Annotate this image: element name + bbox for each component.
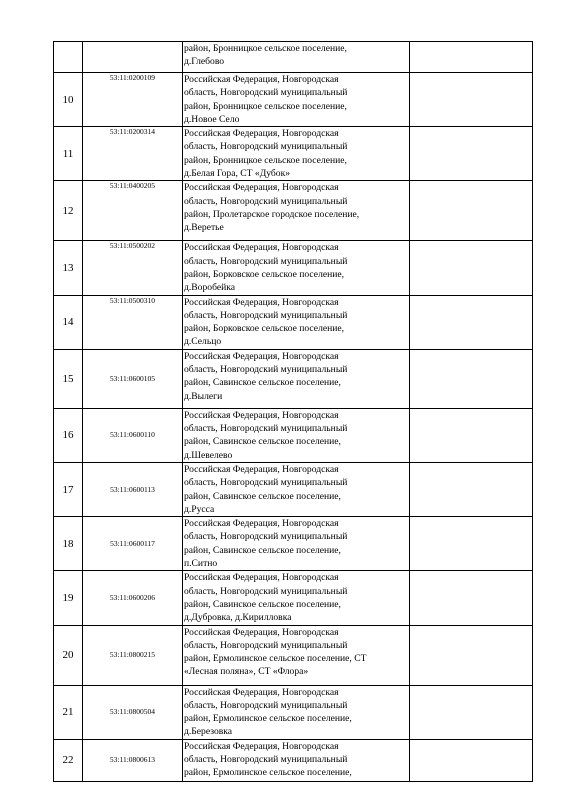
address-line: область, Новгородский муниципальный (184, 255, 348, 267)
empty-cell (410, 739, 533, 781)
address-line: д.Сельцо (184, 336, 222, 348)
table-row (54, 349, 533, 408)
empty-cell (410, 408, 533, 462)
address-line: Российская Федерация, Новгородская (184, 686, 339, 698)
address-line: «Лесная поляна», СТ «Флора» (184, 666, 309, 678)
row-number: 11 (54, 127, 83, 181)
address-line: область, Новгородский муниципальный (184, 753, 348, 765)
address-line: Российская Федерация, Новгородская (184, 740, 339, 752)
table-row (54, 462, 533, 516)
address-line: п.Ситно (184, 558, 218, 570)
address (183, 739, 410, 781)
empty-cell (410, 517, 533, 571)
empty-cell (410, 571, 533, 625)
address-line: область, Новгородский муниципальный (184, 477, 348, 489)
cadastral-number: 53:11:0400205 (83, 181, 183, 241)
cadastral-number: 53:11:0600113 (83, 462, 183, 516)
address-line: д.Дубровка, д.Кирилловка (184, 612, 292, 624)
address-line: Российская Федерация, Новгородская (184, 518, 339, 530)
table-row (54, 295, 533, 349)
address-line: д.Березовка (184, 726, 233, 738)
table-row (54, 685, 533, 739)
empty-cell (410, 685, 533, 739)
empty-cell (410, 73, 533, 127)
address-line: район, Ермолинское сельское поселение, (184, 767, 352, 779)
table-row (54, 571, 533, 625)
address-line: область, Новгородский муниципальный (184, 699, 348, 711)
cadastral-number: 53:11:0600105 (83, 349, 183, 408)
table-row (54, 517, 533, 571)
row-number: 12 (54, 181, 83, 241)
empty-cell (410, 625, 533, 685)
address (183, 685, 410, 739)
address-line: район, Савинское сельское поселение, (184, 377, 341, 389)
table-row (54, 739, 533, 781)
address-line: Российская Федерация, Новгородская (184, 409, 339, 421)
address-line: область, Новгородский муниципальный (184, 87, 348, 99)
address (183, 517, 410, 571)
address-line: Российская Федерация, Новгородская (184, 572, 339, 584)
cadastral-number: 53:11:0500310 (83, 295, 183, 349)
address-line: д.Шевелево (184, 449, 233, 461)
address-line: д.Веретье (184, 222, 224, 234)
address (183, 127, 410, 181)
row-number: 13 (54, 241, 83, 295)
empty-cell (410, 181, 533, 241)
cadastral-number: 53:11:0600206 (83, 571, 183, 625)
table-row (54, 625, 533, 685)
address-line: Российская Федерация, Новгородская (184, 74, 339, 85)
table-row (54, 127, 533, 181)
cadastral-number: 53:11:0200109 (83, 73, 183, 127)
empty-cell (410, 127, 533, 181)
address-line: область, Новгородский муниципальный (184, 141, 348, 153)
address (183, 181, 410, 241)
cadastral-number: 53:11:0800613 (83, 739, 183, 781)
empty-cell (410, 241, 533, 295)
address-line: область, Новгородский муниципальный (184, 639, 348, 651)
row-number: 14 (54, 295, 83, 349)
row-number: 15 (54, 349, 83, 408)
row-number (54, 42, 83, 73)
empty-cell (410, 42, 533, 73)
address-line: д.Новое Село (184, 113, 240, 125)
table-row (54, 181, 533, 241)
cadastral-number: 53:11:0500202 (83, 241, 183, 295)
address-line: Российская Федерация, Новгородская (184, 463, 339, 475)
cadastral-number (83, 42, 183, 73)
address (183, 625, 410, 685)
row-number: 21 (54, 685, 83, 739)
address (183, 295, 410, 349)
empty-cell (410, 349, 533, 408)
address (183, 462, 410, 516)
address-line: район, Борковское сельское поселение, (184, 268, 345, 280)
address-line: область, Новгородский муниципальный (184, 195, 348, 207)
table-row (54, 408, 533, 462)
row-number: 22 (54, 739, 83, 781)
land-registry-table (53, 41, 533, 782)
address (183, 349, 410, 408)
address-line: д.Белая Гора, СТ «Дубок» (184, 168, 291, 180)
address-line: область, Новгородский муниципальный (184, 531, 348, 543)
address-line: район, Борковское сельское поселение, (184, 323, 345, 335)
address-line: Российская Федерация, Новгородская (184, 350, 339, 362)
address-line: район, Пролетарское городское поселение, (184, 208, 360, 220)
table-row (54, 42, 533, 73)
address-line: область, Новгородский муниципальный (184, 309, 348, 321)
address-line: область, Новгородский муниципальный (184, 585, 348, 597)
address-line: д.Русса (184, 503, 215, 515)
address-line: район, Ермолинское сельское поселение, СТ (184, 653, 367, 665)
cadastral-number: 53:11:0800215 (83, 625, 183, 685)
address (183, 73, 410, 127)
address-line: Российская Федерация, Новгородская (184, 626, 339, 638)
address-line: область, Новгородский муниципальный (184, 423, 348, 435)
empty-cell (410, 462, 533, 516)
address-line: д.Глебово (184, 56, 225, 68)
cadastral-number: 53:11:0200314 (83, 127, 183, 181)
address (183, 571, 410, 625)
address-line: д.Вылеги (184, 390, 223, 402)
address-line: район, Савинское сельское поселение, (184, 436, 341, 448)
empty-cell (410, 295, 533, 349)
row-number: 10 (54, 73, 83, 127)
address-line: район, Ермолинское сельское поселение, (184, 713, 352, 725)
cadastral-number: 53:11:0800504 (83, 685, 183, 739)
address-line: Российская Федерация, Новгородская (184, 128, 339, 140)
address-line: Российская Федерация, Новгородская (184, 296, 339, 308)
address (183, 408, 410, 462)
address-line: район, Бронницкое сельское поселение, (184, 154, 347, 166)
address (183, 241, 410, 295)
address-line: Российская Федерация, Новгородская (184, 242, 339, 254)
address-line: район, Савинское сельское поселение, (184, 544, 341, 556)
cadastral-number: 53:11:0600117 (83, 517, 183, 571)
address-line: район, Бронницкое сельское поселение, (184, 100, 347, 112)
row-number: 17 (54, 462, 83, 516)
address-line: Российская Федерация, Новгородская (184, 182, 339, 194)
row-number: 20 (54, 625, 83, 685)
table-row (54, 73, 533, 127)
address-line: район, Савинское сельское поселение, (184, 598, 341, 610)
address-line: район, Савинское сельское поселение, (184, 490, 341, 502)
address (183, 42, 410, 73)
cadastral-number: 53:11:0600110 (83, 408, 183, 462)
row-number: 18 (54, 517, 83, 571)
table-body (54, 42, 533, 782)
table-row (54, 241, 533, 295)
address-line: д.Воробейка (184, 282, 235, 294)
address-line: область, Новгородский муниципальный (184, 364, 348, 376)
address-line: район, Бронницкое сельское поселение, (184, 43, 347, 54)
row-number: 19 (54, 571, 83, 625)
row-number: 16 (54, 408, 83, 462)
